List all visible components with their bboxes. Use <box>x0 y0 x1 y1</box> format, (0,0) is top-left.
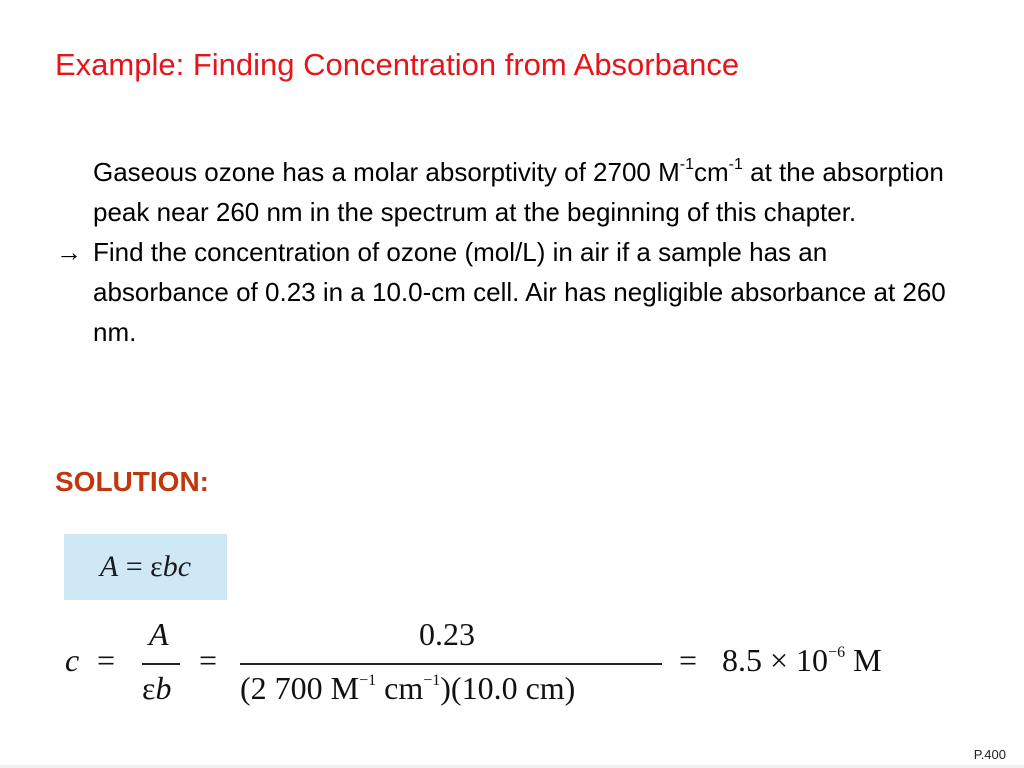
eq-equals-1: = <box>97 642 116 678</box>
eq-fraction-2-numerator: 0.23 <box>419 616 475 652</box>
beer-lambert-formula-box: A = ε bc <box>64 534 227 600</box>
slide-title: Example: Finding Concentration from Absorbance <box>55 47 740 82</box>
eq-c: c <box>65 642 80 678</box>
eq-fraction-2-denominator: (2 700 $M^{-1}$ $cm^{-1})(10.0$ cm) <box>240 670 576 706</box>
eq-fraction-1-numerator: A <box>149 616 169 652</box>
right-arrow-icon: → <box>56 237 82 267</box>
page-number: P.400 <box>973 747 1006 762</box>
eq-equals-3: = <box>679 642 698 678</box>
solution-heading: SOLUTION: <box>55 466 209 497</box>
eq-result: $8.5 \times 10^{-6}$ M <box>722 642 882 678</box>
problem-paragraph-2: → Find the concentration of ozone (mol/L) in air if a sample has an absorbance of 0.23 in a 10.0-cm cell. Air has negligible absorbance at 260 nm. <box>56 232 966 352</box>
problem-statement <box>56 152 966 352</box>
fraction-bar-2 <box>240 663 662 665</box>
fraction-bar-1 <box>142 663 180 665</box>
problem-paragraph-1: Gaseous ozone has a molar absorptivity of 2700 $M^{-1}cm^{-1}$ at the absorption peak near 260 nm in the spectrum at the beginning of this chapter. <box>93 156 944 227</box>
eq-equals-2: = <box>199 642 218 678</box>
eq-fraction-1-denominator: εb <box>142 670 172 706</box>
